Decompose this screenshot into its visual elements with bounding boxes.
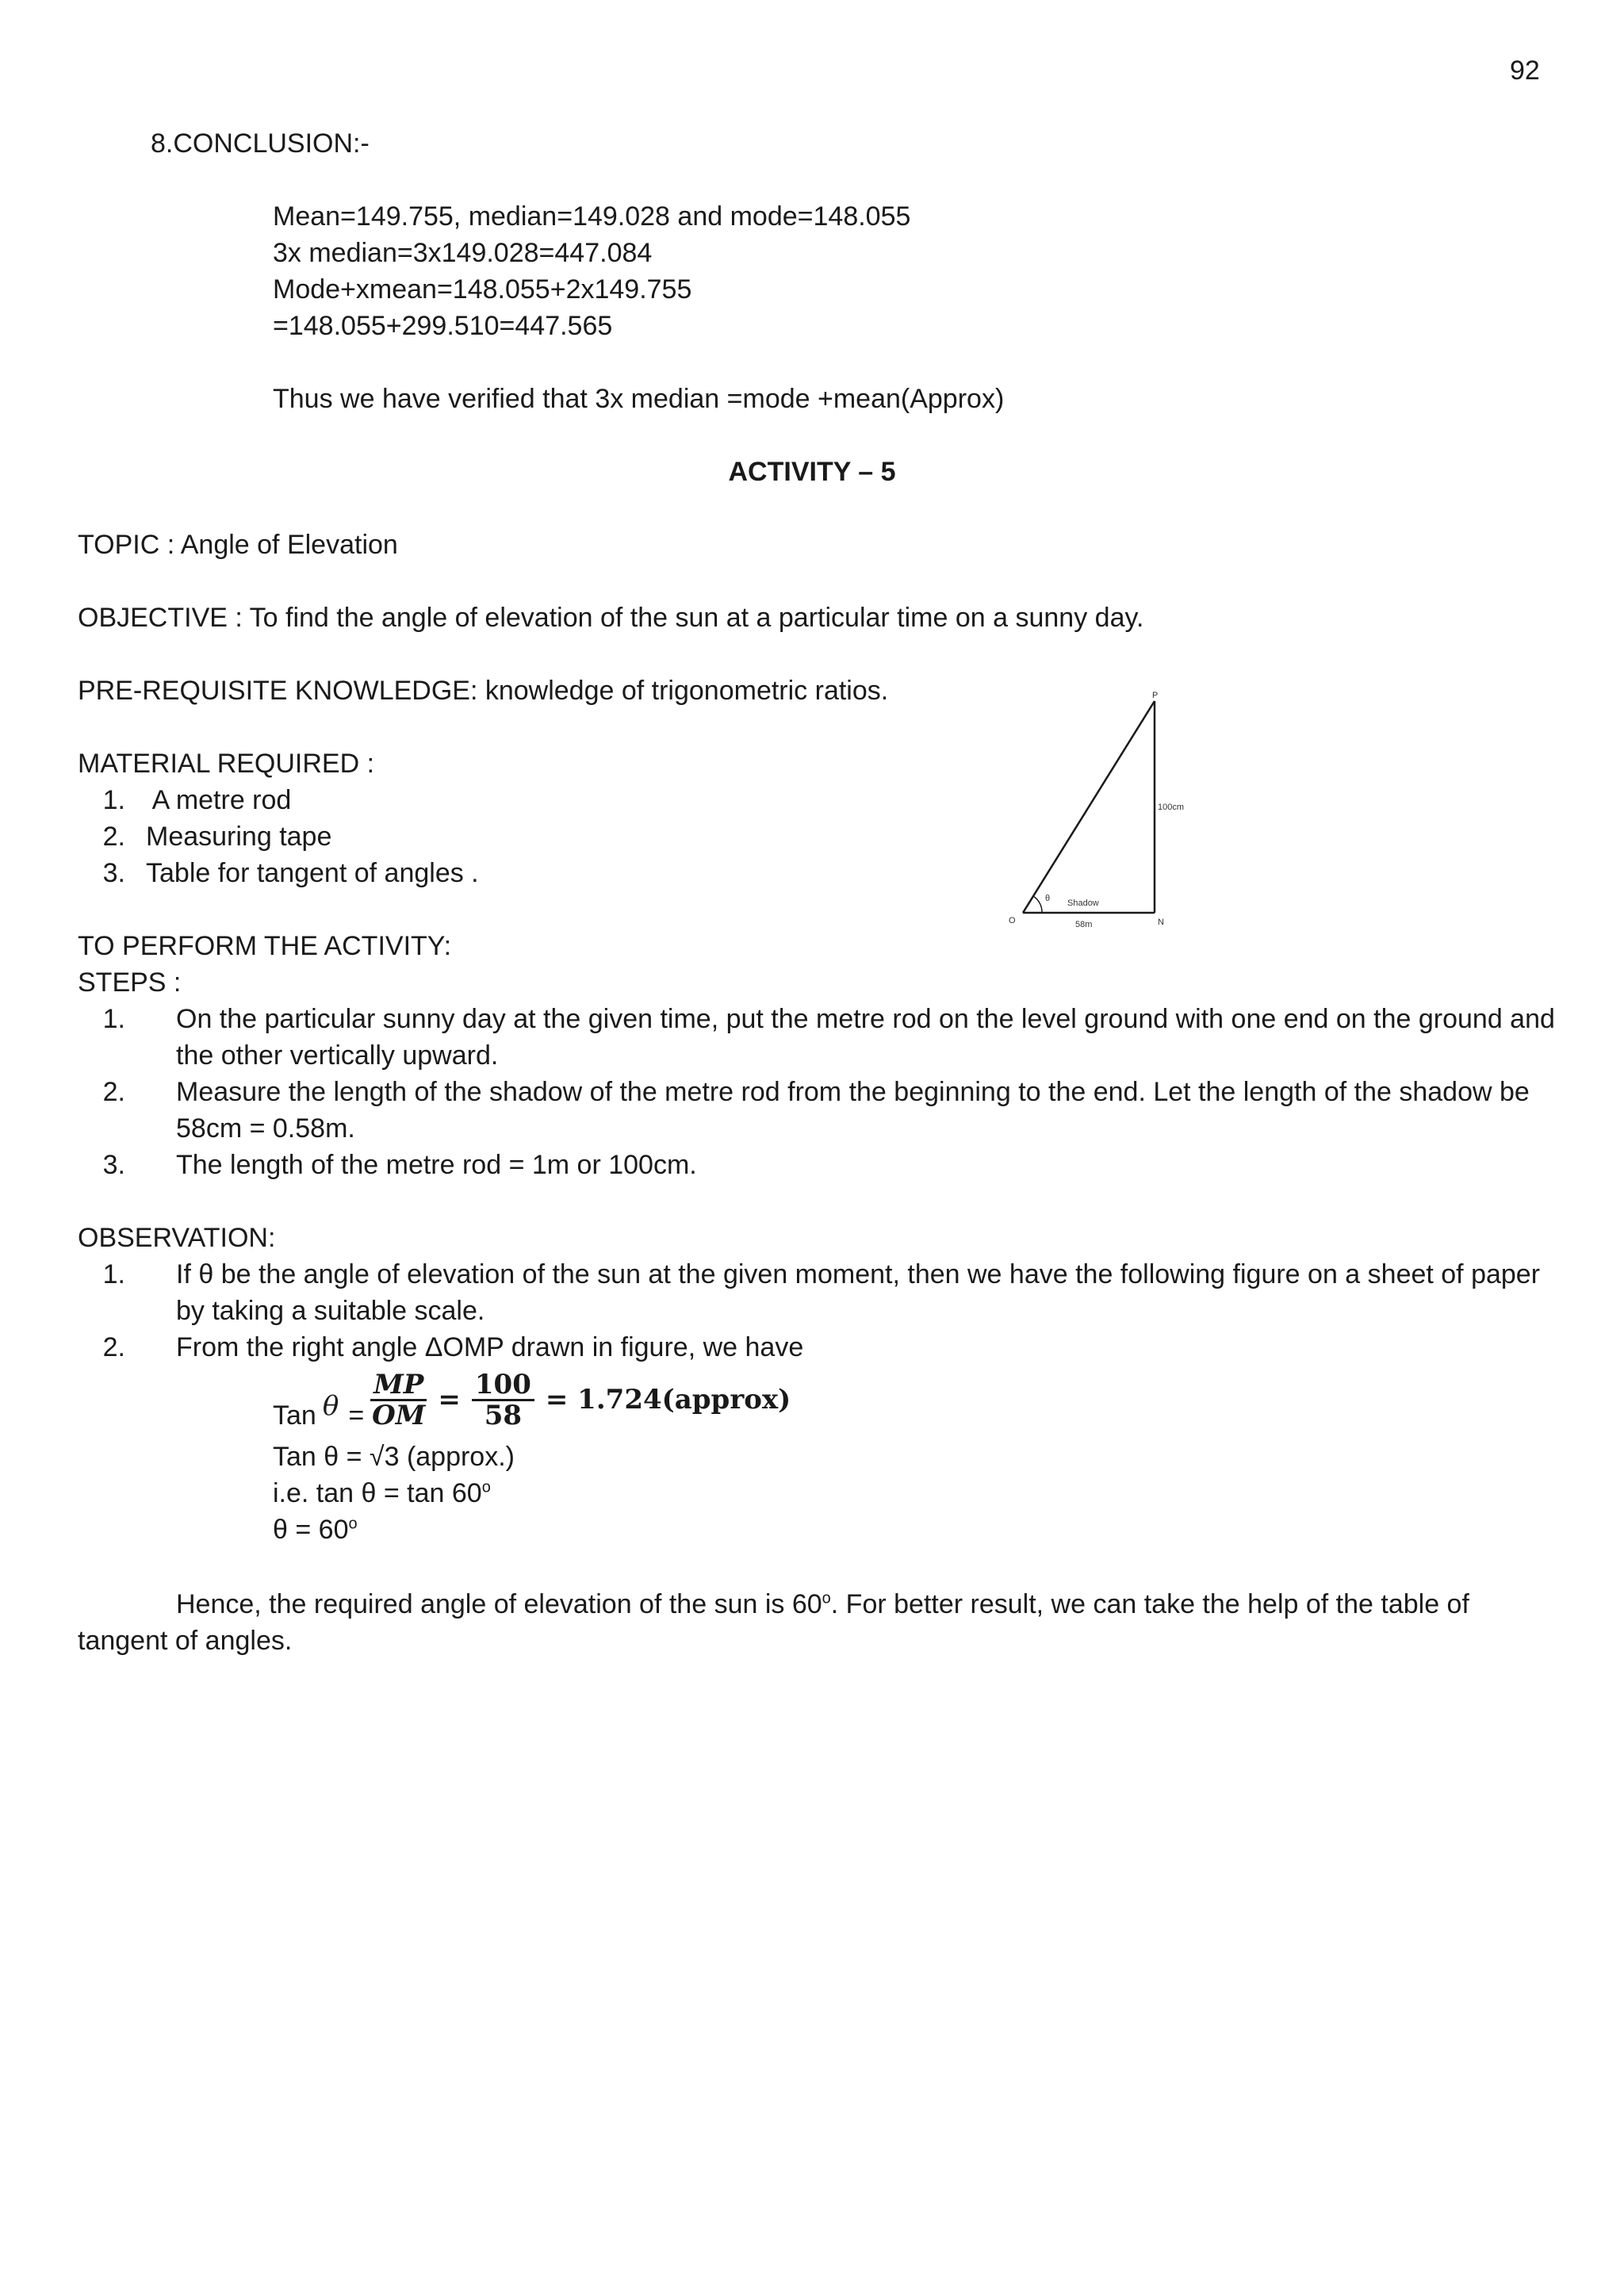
formula-theta: θ: [322, 1390, 339, 1422]
material-heading: MATERIAL REQUIRED :: [78, 749, 375, 779]
formula-tan-label: Tan: [273, 1400, 316, 1431]
denominator: 58: [484, 1399, 523, 1431]
hence-line: Hence, the required angle of elevation of the sun is 60$^o$. For better result, we can take the help of the table of: [176, 1589, 1469, 1619]
list-number: 1.: [102, 1259, 125, 1289]
list-number: 2.: [102, 1332, 125, 1362]
list-text: Measuring tape: [146, 822, 332, 852]
list-text: A metre rod: [146, 785, 292, 815]
label-shadow: Shadow: [1067, 898, 1099, 908]
derivation-line: $\theta = 60^o$: [273, 1515, 358, 1545]
list-number: 2.: [102, 822, 125, 852]
label-o: O: [1009, 916, 1016, 925]
list-text: If θ be the angle of elevation of the sun at the given moment, then we have the following figure on a sheet of paper by taking a suitable scale.: [176, 1259, 1541, 1326]
list-item: [78, 1256, 1561, 1329]
page-number: 92: [1510, 56, 1540, 86]
triangle-figure: [999, 687, 1205, 941]
hypotenuse-line: [1023, 701, 1155, 913]
numerator: MP: [370, 1370, 427, 1401]
conclusion-verified: Thus we have verified that 3x median =mode +mean(Approx): [273, 384, 1005, 414]
formula-result: = 1.724(approx): [545, 1384, 791, 1416]
numerator: 100: [472, 1370, 534, 1401]
conclusion-line: Mean=149.755, median=149.028 and mode=148.055: [273, 201, 911, 232]
list-number: 3.: [102, 858, 125, 888]
list-text: From the right angle ΔOMP drawn in figure, we have: [176, 1332, 804, 1362]
fraction-100-58: [472, 1370, 534, 1430]
angle-arc: [1033, 896, 1042, 913]
conclusion-line: 3x median=3x149.028=447.084: [273, 238, 653, 268]
formula-equals: =: [348, 1400, 365, 1431]
activity-title: ACTIVITY – 5: [728, 457, 896, 487]
denominator: OM: [372, 1399, 426, 1431]
derivation-line: i.e. tan θ = tan 60$^o$: [273, 1478, 491, 1508]
fraction-mp-om: [370, 1370, 427, 1430]
list-text: Table for tangent of angles .: [146, 858, 479, 888]
label-theta: θ: [1045, 894, 1051, 903]
list-item: [78, 818, 331, 855]
list-item: [78, 1074, 1561, 1147]
list-item: [78, 782, 291, 818]
perform-heading: TO PERFORM THE ACTIVITY:: [78, 931, 452, 961]
conclusion-line: Mode+xmean=148.055+2x149.755: [273, 274, 692, 305]
list-item: [78, 1329, 1561, 1366]
prerequisite: PRE-REQUISITE KNOWLEDGE: knowledge of trigonometric ratios.: [78, 676, 889, 706]
list-number: 1.: [102, 1004, 125, 1034]
hence-line: tangent of angles.: [78, 1626, 293, 1656]
list-item: [78, 1147, 1561, 1183]
list-text: The length of the metre rod = 1m or 100cm.: [176, 1150, 697, 1180]
steps-heading: STEPS :: [78, 967, 182, 998]
list-number: 2.: [102, 1077, 125, 1107]
conclusion-heading: 8.CONCLUSION:-: [151, 128, 370, 159]
list-text: On the particular sunny day at the given time, put the metre rod on the level ground with one end on the ground and the other vertically upward.: [176, 1004, 1555, 1071]
list-text: Measure the length of the shadow of the metre rod from the beginning to the end. Let the length of the shadow be 58cm = 0.58m.: [176, 1077, 1530, 1144]
list-number: 1.: [102, 785, 125, 815]
list-number: 3.: [102, 1150, 125, 1180]
derivation-line: Tan θ = √3 (approx.): [273, 1442, 515, 1472]
label-base: 58m: [1075, 920, 1093, 929]
list-item: [78, 855, 479, 891]
label-n: N: [1158, 918, 1164, 927]
list-item: [78, 1001, 1561, 1074]
formula-equals: =: [438, 1384, 461, 1416]
conclusion-line: =148.055+299.510=447.565: [273, 311, 613, 341]
label-height: 100cm: [1158, 803, 1185, 812]
topic: TOPIC : Angle of Elevation: [78, 530, 398, 560]
tan-formula: [273, 1364, 791, 1435]
objective: OBJECTIVE : To find the angle of elevation of the sun at a particular time on a sunny day.: [78, 603, 1144, 633]
label-p: P: [1152, 691, 1159, 700]
observation-heading: OBSERVATION:: [78, 1223, 276, 1253]
